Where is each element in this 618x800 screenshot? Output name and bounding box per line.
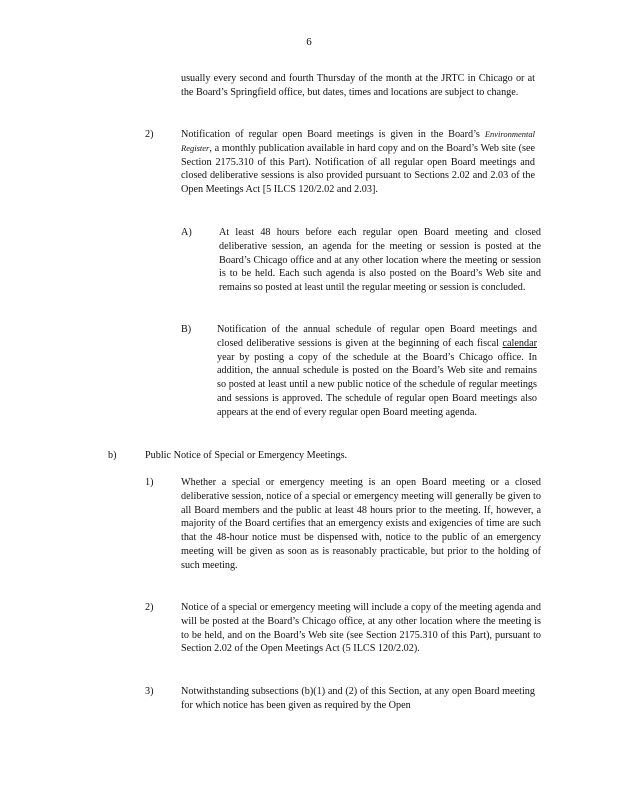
item-2-text-b: , a monthly publication available in hard copy and on the Board’s Web site (see Section 2175.310 of this Part). Notification of all regular open Board meetings and closed deliberative sessions is also provided pursuant to Sections 2.02 and 2.03 of the Open Meetings Act [5 ILCS 120/2.02 and 2.03]. [181, 142, 535, 196]
sub-b-text-1: Notification of the annual schedule of regular open Board meetings and closed deliberative sessions is given at the beginning of each fiscal [217, 324, 537, 349]
item-2-italic-register: Register [181, 142, 210, 153]
sub-b-text-2: year by posting a copy of the schedule at the Board’s Chicago office. In addition, the annual schedule is posted on the Board’s Web site and remains so posted at least until a new public notice of the schedule of regular meetings and sessions is approved. The schedule of regular open Board meetings also appears at the end of every regular open Board meeting agenda. [217, 351, 537, 418]
b3-paragraph: Notwithstanding subsections (b)(1) and (2) of this Section, at any open Board meeting for which notice has been given as required by the Open [181, 686, 535, 711]
b1-paragraph: Whether a special or emergency meeting is an open Board meeting or a closed deliberative session, notice of a special or emergency meeting will generally be given to all Board members and the public at least 48 hours prior to the meeting. If, however, a majority of the Board certifies that an emergency exists and exigencies of time are such that the 48-hour notice must be dispensed with, notice to the public of an emergency meeting will be given as soon as is reasonably practicable, but prior to the holding of such meeting. [181, 477, 541, 571]
item-2-paragraph [181, 128, 535, 197]
page-number: 6 [306, 36, 312, 48]
sub-a-paragraph: At least 48 hours before each regular open Board meeting and closed deliberative session, an agenda for the meeting or session is posted at the Board’s Chicago office and at any other location where the meeting or session is to be held. Each such agenda is also posted on the Board’s Web site and remains so posted at least until the regular meeting or session is concluded. [219, 227, 541, 294]
b1-marker: 1) [145, 477, 154, 488]
intro-paragraph: usually every second and fourth Thursday of the month at the JRTC in Chicago or at the Board’s Springfield office, but dates, times and locations are subject to change. [181, 73, 535, 98]
sub-b-paragraph [217, 323, 537, 420]
item-2-italic-environmental: Environmental [484, 129, 536, 139]
b2-marker: 2) [145, 602, 154, 613]
sub-b-underlined-calendar: calendar [502, 337, 537, 349]
b3-marker: 3) [145, 686, 154, 697]
section-b-heading: Public Notice of Special or Emergency Meetings. [145, 450, 348, 461]
item-2-marker: 2) [145, 129, 154, 140]
item-2-text-a: Notification of regular open Board meetings is given in the Board’s [181, 129, 480, 140]
section-b-marker: b) [108, 450, 117, 461]
sub-a-marker: A) [181, 227, 192, 238]
b2-paragraph: Notice of a special or emergency meeting will include a copy of the meeting agenda and will be posted at the Board’s Chicago office, at any other location where the meeting is to be held, and on the Board’s Web site (see Section 2175.310 of this Part), pursuant to Section 2.02 of the Open Meetings Act (5 ILCS 120/2.02). [181, 602, 541, 655]
sub-b-marker: B) [181, 324, 192, 335]
